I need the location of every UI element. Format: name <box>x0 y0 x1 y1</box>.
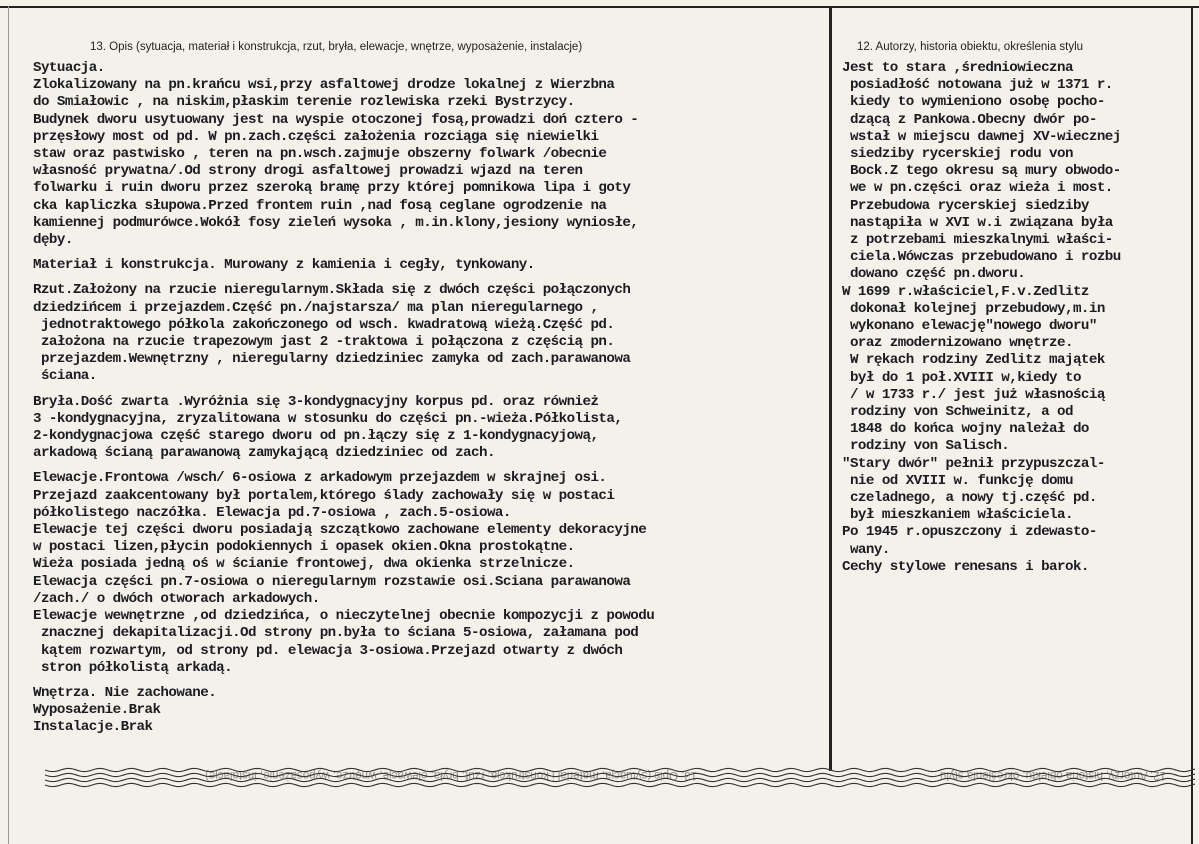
typed-line: rodziny von Salisch. <box>842 438 1010 455</box>
section-12-header: 12. Autorzy, historia obiektu, określenia stylu <box>857 41 1084 53</box>
typed-line: Elewacje tej części dworu posiadają szczątkowo zachowane elementy dekoracyjne <box>33 522 647 539</box>
typed-line: stron półkolistą arkadą. <box>33 659 233 676</box>
typed-line: Wnętrza. Nie zachowane. <box>33 684 217 701</box>
top-border <box>0 6 1199 8</box>
typed-line: Bock.Z tego okresu są mury obwodo- <box>842 163 1121 180</box>
typed-line: siedziby rycerskiej rodu von <box>842 146 1073 163</box>
typed-line: rodziny von Schweinitz, a od <box>842 404 1073 421</box>
typed-line: Materiał i konstrukcja. Murowany z kamienia i cegły, tynkowany. <box>33 257 535 274</box>
paragraph-gap <box>33 249 828 257</box>
paragraph-gap <box>33 677 828 685</box>
typed-line: założona na rzucie trapezowym jast 2 -traktowa i połączona z częścią pn. <box>33 334 615 351</box>
typed-line: wykonano elewację"nowego dworu" <box>842 318 1097 335</box>
typed-line: przęsłowy most od pd. W pn.zach.części założenia rozciąga się niewielki <box>33 128 599 145</box>
typed-line: dowano część pn.dworu. <box>842 266 1026 283</box>
typed-line: znacznej dekapitalizacji.Od strony pn.była to ściana 5-osiowa, załamana pod <box>33 625 639 642</box>
left-border <box>8 6 9 844</box>
typed-line: własność prywatna/.Od strony drogi asfaltowej prowadzi wjazd na teren <box>33 163 583 180</box>
typed-line: arkadową ścianą parawanową zamykającą dziedziniec od zach. <box>33 445 495 462</box>
typed-line: folwarku i ruin dworu przez szeroką bramę przy której pomnikowa lipa i goty <box>33 180 631 197</box>
typed-line: dęby. <box>33 232 73 249</box>
typed-line: przejazdem.Wewnętrzny , nieregularny dziedziniec zamyka od zach.parawanowa <box>33 351 631 368</box>
typed-line: kątem rozwartym, od strony pd. elewacja 3-osiowa.Przejazd otwarty z dwóch <box>33 642 623 659</box>
typed-line: półkolistego naczółka. Elewacja pd.7-osiowa , zach.5-osiowa. <box>33 504 511 521</box>
typed-line: 1848 do końca wojny należał do <box>842 421 1089 438</box>
typed-line: ciela.Wówczas przebudowano i rozbu <box>842 249 1121 266</box>
typed-line: Zlokalizowany na pn.krańcu wsi,przy asfaltowej drodze lokalnej z Wierzbna <box>33 77 615 94</box>
typed-line: /zach./ o dwóch otworach arkadowych. <box>33 590 320 607</box>
typed-line: kamiennej podmurówce.Wokół fosy zieleń wysoka , m.in.klony,jesiony wyniosłe, <box>33 214 639 231</box>
typed-line: dziedzińcem i przejazdem.Część pn./najstarsza/ ma plan nieregularnego , <box>33 299 599 316</box>
typed-line: Cechy stylowe renesans i barok. <box>842 558 1089 575</box>
typed-line: cka kapliczka słupowa.Przed frontem ruin ,nad fosą ceglane ogrodzenie na <box>33 197 607 214</box>
typed-line: Wieża posiada jedną oś w ścianie frontowej, dwa okienka strzelnicze. <box>33 556 575 573</box>
typed-line: oraz zmodernizowano wnętrze. <box>842 335 1073 352</box>
typed-line: do Smiałowic , na niskim,płaskim terenie rozlewiska rzeki Bystrzycy. <box>33 94 575 111</box>
typed-line: W 1699 r.właściciel,F.v.Zedlitz <box>842 283 1089 300</box>
typed-line: był do 1 poł.XVIII w,kiedy to <box>842 369 1081 386</box>
typed-line: dokonał kolejnej przebudowy,m.in <box>842 300 1105 317</box>
typed-line: / w 1733 r./ jest już własnością <box>842 386 1105 403</box>
typed-line: był mieszkaniem właściciela. <box>842 507 1073 524</box>
history-column <box>842 60 1194 576</box>
typed-line: Elewacje wewnętrzne ,od dziedzińca, o nieczytelnej obecnie kompozycji z powodu <box>33 608 655 625</box>
typed-line: posiadłość notowana już w 1371 r. <box>842 77 1113 94</box>
typed-line: Rzut.Założony na rzucie nieregularnym.Składa się z dwóch części połączonych <box>33 282 631 299</box>
wave-line <box>45 783 1195 786</box>
typed-line: ściana. <box>33 368 97 385</box>
typed-line: kiedy to wymieniono osobę pocho- <box>842 94 1105 111</box>
typed-line: wstał w miejscu dawnej XV-wiecznej <box>842 128 1121 145</box>
mirrored-section-12-header: 12. Autorzy, historia obiektu, określenia stylu <box>940 769 1167 781</box>
typed-line: we w pn.części oraz wieża i most. <box>842 180 1113 197</box>
typed-line: Przebudowa rycerskiej siedziby <box>842 197 1089 214</box>
description-column <box>33 60 828 737</box>
typed-line: Po 1945 r.opuszczony i zdewasto- <box>842 524 1097 541</box>
typed-line: nie od XVIII w. funkcję domu <box>842 472 1073 489</box>
typed-line: z potrzebami mieszkalnymi właści- <box>842 232 1113 249</box>
paragraph-gap <box>33 274 828 282</box>
typed-line: Sytuacja. <box>33 60 105 76</box>
typed-line: jednotraktowego półkola zakończonego od wsch. kwadratową wieżą.Część pd. <box>33 316 615 333</box>
section-13-header: 13. Opis (sytuacja, materiał i konstrukcja, rzut, bryła, elewacje, wnętrze, wyposażenie, instalacje) <box>90 41 583 53</box>
column-divider <box>829 6 832 771</box>
typed-line: nastąpiła w XVI w.i związana była <box>842 214 1113 231</box>
typed-line: "Stary dwór" pełnił przypuszczal- <box>842 455 1105 472</box>
typed-line: Bryła.Dość zwarta .Wyróżnia się 3-kondygnacyjny korpus pd. oraz również <box>33 393 599 410</box>
typed-line: staw oraz pastwisko , teren na pn.wsch.zajmuje obszerny folwark /obecnie <box>33 146 607 163</box>
typed-line: Elewacja części pn.7-osiowa o nieregularnym rozstawie osi.Sciana parawanowa <box>33 573 631 590</box>
typed-line: W rękach rodziny Zedlitz majątek <box>842 352 1105 369</box>
paragraph-gap <box>33 386 828 394</box>
typed-line: Przejazd zaakcentowany był portalem,którego ślady zachowały się w postaci <box>33 487 615 504</box>
typed-line: Wyposażenie.Brak <box>33 702 161 719</box>
paragraph-gap <box>33 462 828 470</box>
mirrored-section-13-header: 13. Opis (sytuacja, materiał i konstrukcja, rzut, bryła, elewacje, wnętrze, wyposażenie, instalacje) <box>205 769 698 781</box>
typed-line: wany. <box>842 541 890 558</box>
typed-line: czeladnego, a nowy tj.część pd. <box>842 490 1097 507</box>
typed-line: Jest to stara ,średniowieczna <box>842 60 1073 76</box>
typed-line: Budynek dworu usytuowany jest na wyspie otoczonej fosą,prowadzi doń cztero - <box>33 111 639 128</box>
typed-line: dzącą z Pankowa.Obecny dwór po- <box>842 111 1097 128</box>
typed-line: 3 -kondygnacyjna, zryzalitowana w stosunku do części pn.-wieża.Półkolista, <box>33 410 623 427</box>
typed-line: Elewacje.Frontowa /wsch/ 6-osiowa z arkadowym przejazdem w skrajnej osi. <box>33 470 607 487</box>
typed-line: 2-kondygnacjowa część starego dworu od pn.łączy się z 1-kondygnacyjową, <box>33 428 599 445</box>
typed-line: w postaci lizen,płycin podokiennych i opasek okien.Okna prostokątne. <box>33 539 575 556</box>
typed-line: Instalacje.Brak <box>33 719 153 736</box>
